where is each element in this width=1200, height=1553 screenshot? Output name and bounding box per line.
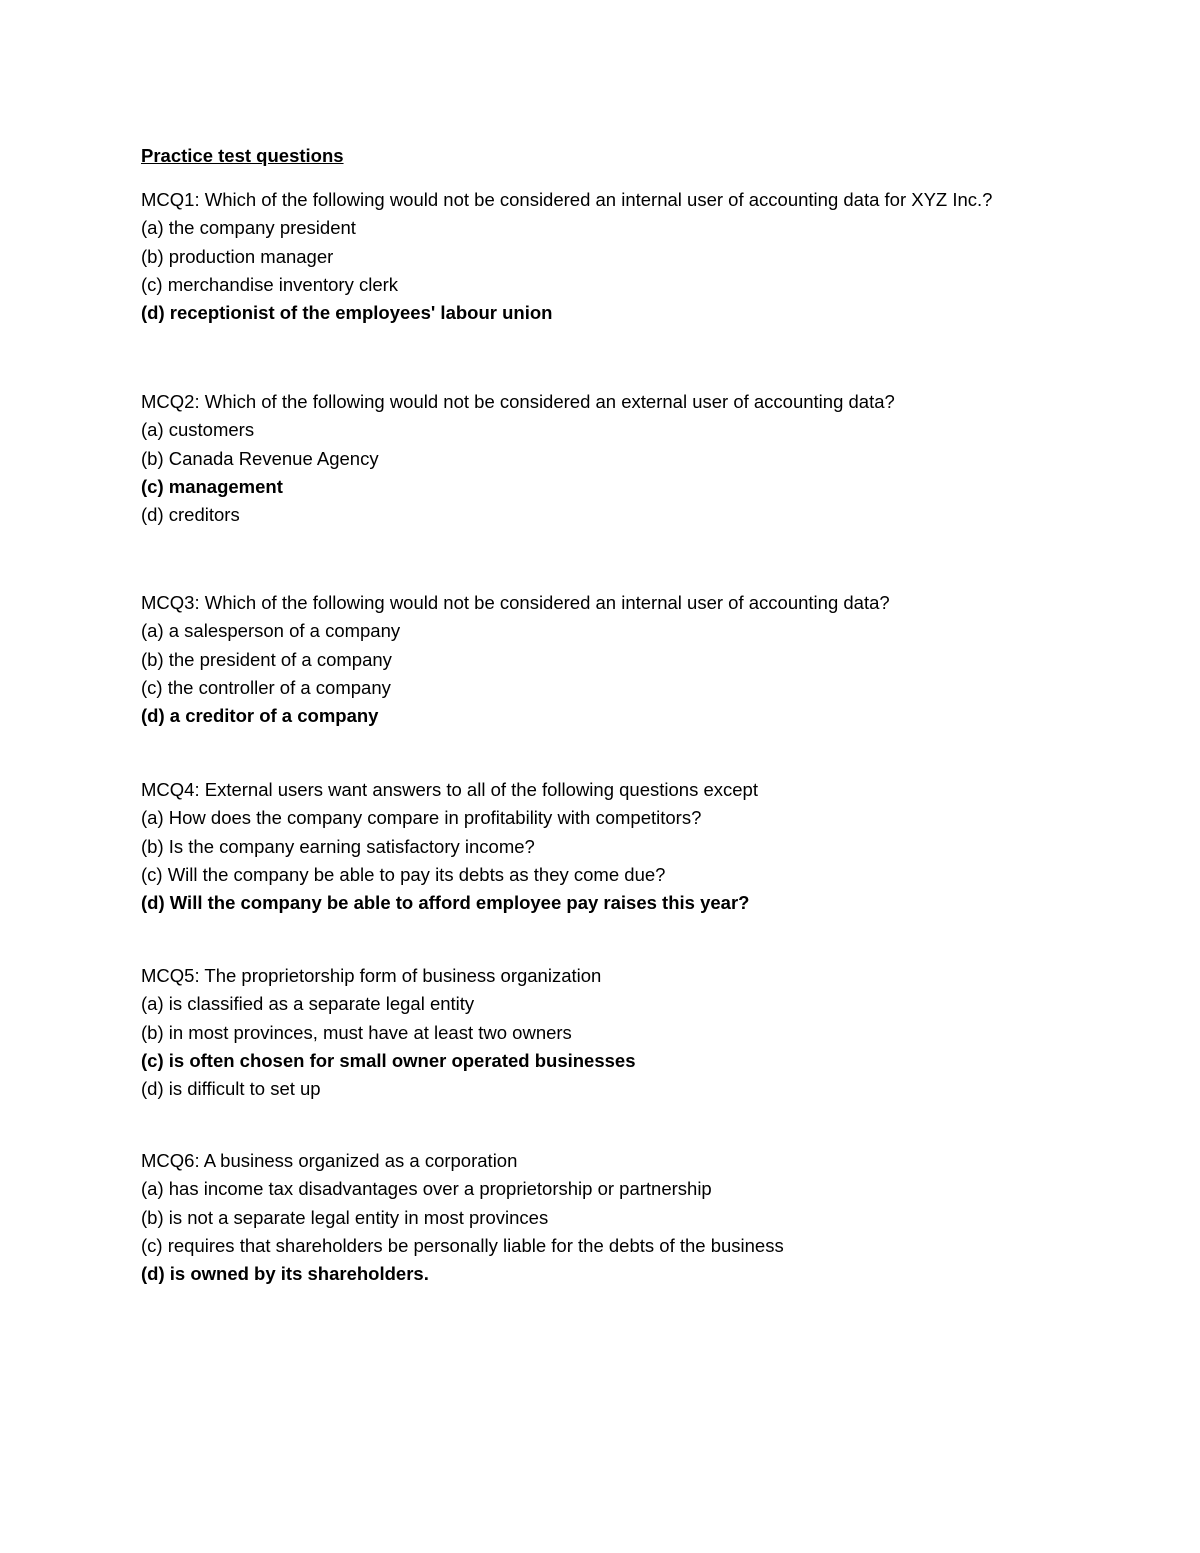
question-stem: MCQ6: A business organized as a corporation (141, 1150, 518, 1171)
answer-option: (b) Is the company earning satisfactory income? (141, 835, 535, 857)
question-block (141, 776, 1141, 917)
question-block (141, 1147, 1141, 1288)
answer-option: (a) customers (141, 419, 255, 441)
question-stem: MCQ5: The proprietorship form of business organization (141, 965, 602, 986)
answer-option: (b) in most provinces, must have at least two owners (141, 1021, 572, 1043)
question-stem: MCQ2: Which of the following would not be considered an external user of accounting data? (141, 391, 895, 412)
answer-option: (a) has income tax disadvantages over a proprietorship or partnership (141, 1178, 712, 1200)
question-stem: MCQ4: External users want answers to all of the following questions except (141, 779, 758, 800)
answer-option: (c) merchandise inventory clerk (141, 273, 399, 295)
answer-option: (d) creditors (141, 504, 240, 526)
answer-option-correct: (d) is owned by its shareholders. (141, 1263, 429, 1285)
document-title: Practice test questions (141, 145, 344, 166)
question-block (141, 186, 1141, 327)
answer-option: (a) How does the company compare in profitability with competitors? (141, 807, 702, 829)
question-block (141, 388, 1141, 529)
answer-option-correct: (d) Will the company be able to afford employee pay raises this year? (141, 892, 750, 914)
answer-option: (a) the company president (141, 217, 356, 239)
answer-option: (d) is difficult to set up (141, 1078, 321, 1100)
question-block (141, 962, 1141, 1103)
question-block (141, 589, 1141, 730)
answer-option-correct: (d) receptionist of the employees' labour union (141, 302, 553, 324)
question-stem: MCQ1: Which of the following would not be considered an internal user of accounting data for XYZ Inc.? (141, 189, 993, 210)
answer-option: (b) the president of a company (141, 648, 392, 670)
answer-option-correct: (d) a creditor of a company (141, 705, 379, 727)
answer-option: (b) Canada Revenue Agency (141, 447, 379, 469)
answer-option: (b) production manager (141, 245, 334, 267)
answer-option: (b) is not a separate legal entity in most provinces (141, 1206, 549, 1228)
answer-option-correct: (c) management (141, 475, 283, 497)
answer-option-correct: (c) is often chosen for small owner operated businesses (141, 1049, 636, 1071)
answer-option: (c) Will the company be able to pay its debts as they come due? (141, 863, 666, 885)
question-stem: MCQ3: Which of the following would not be considered an internal user of accounting data? (141, 592, 890, 613)
answer-option: (c) the controller of a company (141, 676, 391, 698)
answer-option: (c) requires that shareholders be personally liable for the debts of the business (141, 1234, 784, 1256)
answer-option: (a) is classified as a separate legal entity (141, 993, 475, 1015)
answer-option: (a) a salesperson of a company (141, 620, 401, 642)
